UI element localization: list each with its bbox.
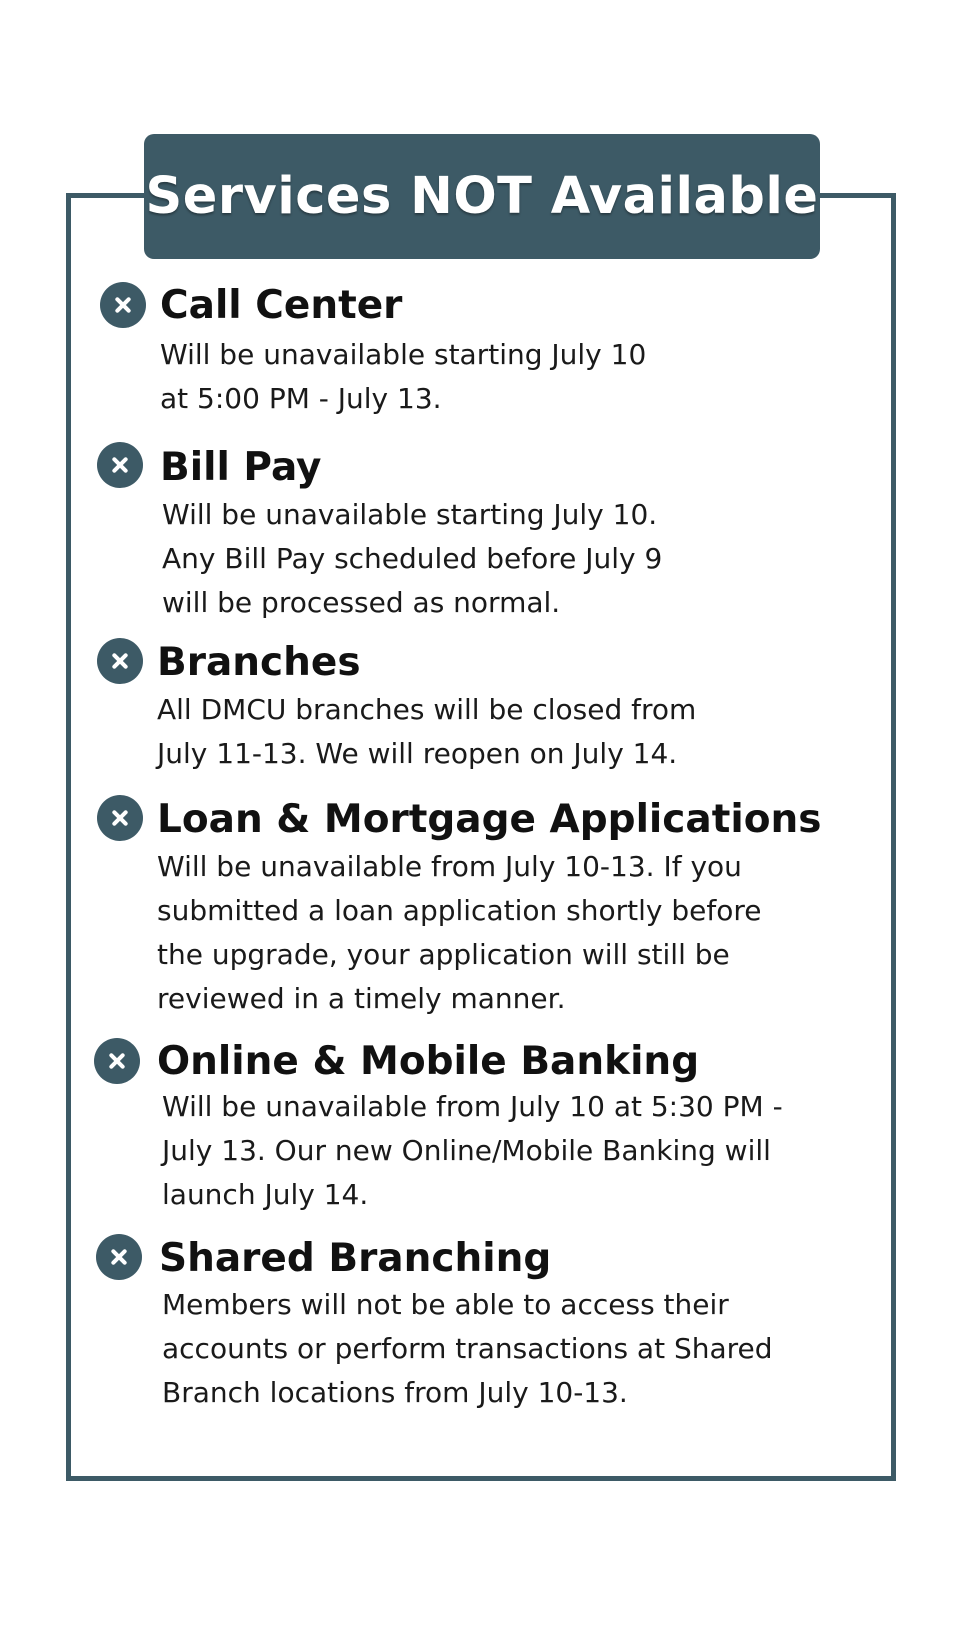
service-title: Call Center <box>160 283 403 328</box>
service-description <box>162 493 662 625</box>
header-banner <box>144 134 820 259</box>
close-icon <box>97 795 143 841</box>
description-line: July 11-13. We will reopen on July 14. <box>157 737 678 770</box>
close-icon <box>97 638 143 684</box>
close-icon <box>94 1038 140 1084</box>
page-title: Services NOT Available <box>145 167 819 226</box>
description-line: Members will not be able to access their <box>162 1288 729 1321</box>
service-title: Loan & Mortgage Applications <box>157 797 822 842</box>
close-icon <box>97 442 143 488</box>
description-line: Branch locations from July 10-13. <box>162 1376 628 1409</box>
description-line: will be processed as normal. <box>162 586 561 619</box>
description-line: the upgrade, your application will still be <box>157 938 730 971</box>
description-line: Any Bill Pay scheduled before July 9 <box>162 542 663 575</box>
service-title: Branches <box>157 640 361 685</box>
service-description <box>160 333 646 421</box>
description-line: at 5:00 PM - July 13. <box>160 382 442 415</box>
description-line: July 13. Our new Online/Mobile Banking will <box>162 1134 771 1167</box>
close-icon <box>100 282 146 328</box>
description-line: Will be unavailable starting July 10. <box>162 498 658 531</box>
description-line: submitted a loan application shortly before <box>157 894 762 927</box>
description-line: reviewed in a timely manner. <box>157 982 566 1015</box>
service-description <box>162 1283 773 1415</box>
description-line: launch July 14. <box>162 1178 369 1211</box>
service-title: Online & Mobile Banking <box>157 1039 700 1084</box>
description-line: Will be unavailable from July 10-13. If you <box>157 850 742 883</box>
service-title: Bill Pay <box>160 445 322 490</box>
description-line: All DMCU branches will be closed from <box>157 693 697 726</box>
description-line: Will be unavailable starting July 10 <box>160 338 647 371</box>
close-icon <box>96 1234 142 1280</box>
service-title: Shared Branching <box>159 1236 552 1281</box>
description-line: accounts or perform transactions at Shared <box>162 1332 773 1365</box>
service-description <box>157 688 696 776</box>
service-description <box>162 1085 783 1217</box>
service-description <box>157 845 761 1021</box>
description-line: Will be unavailable from July 10 at 5:30 PM - <box>162 1090 783 1123</box>
